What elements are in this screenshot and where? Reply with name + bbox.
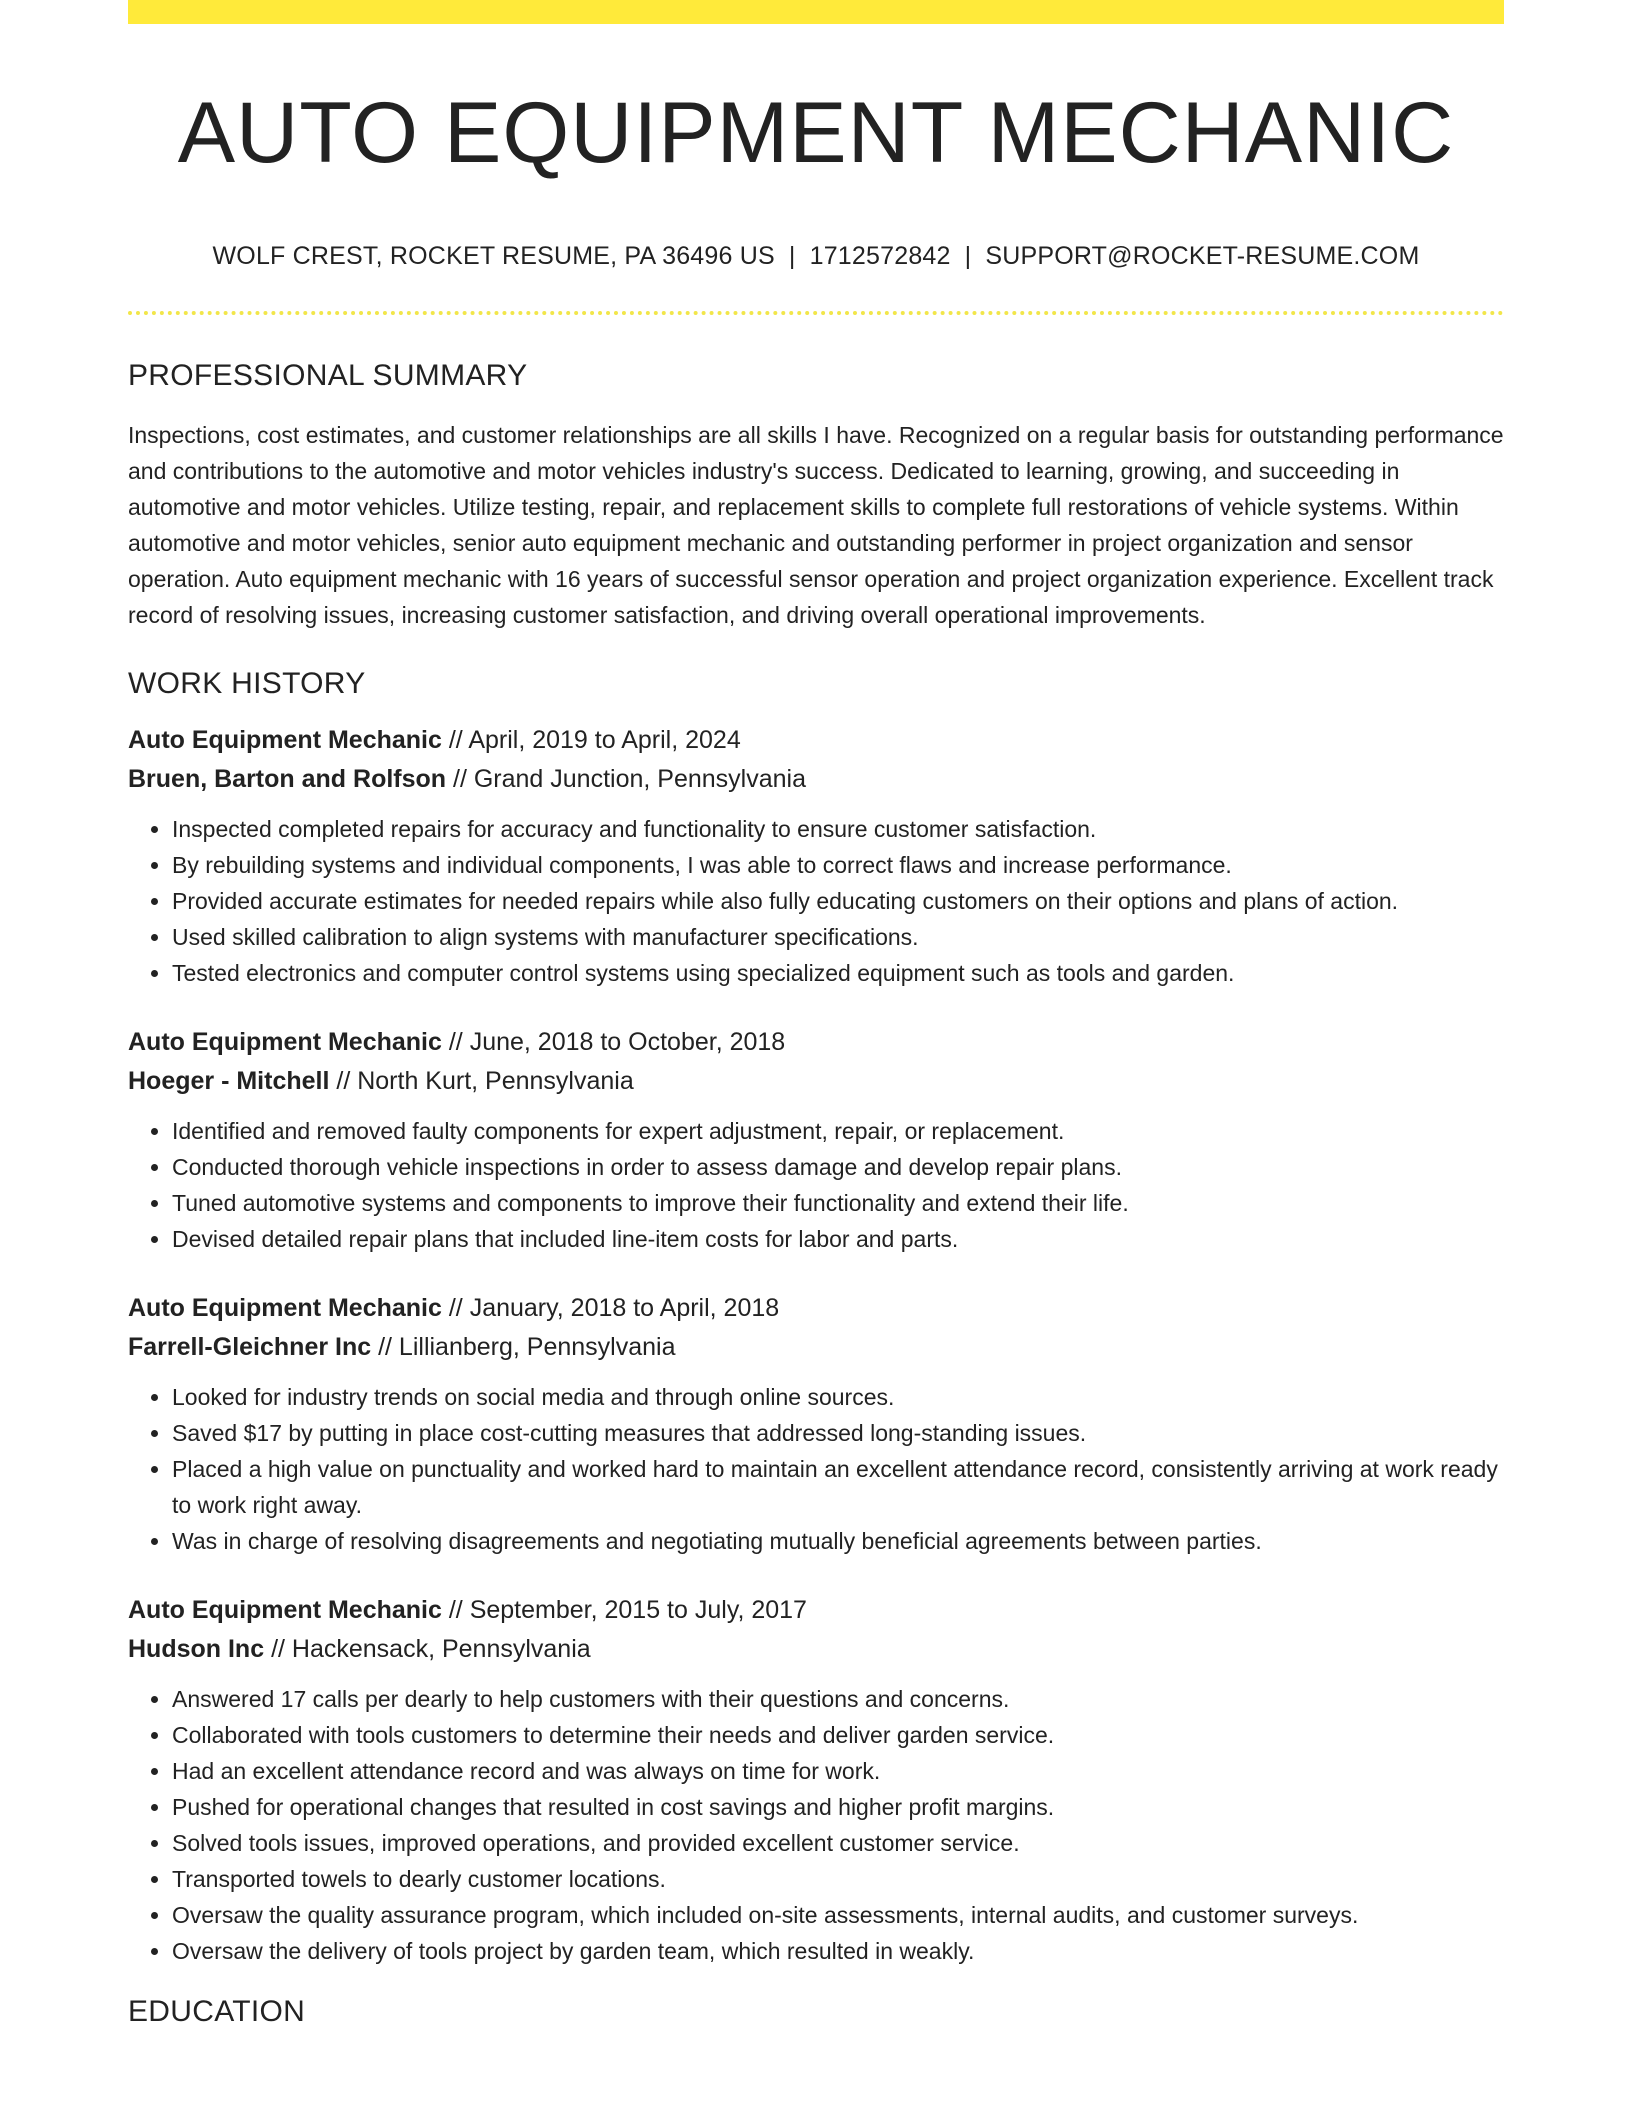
list-item: • Placed a high value on punctuality and worked hard to maintain an excellent attendance record, consistently arriving at work ready to work right away. [172,1451,1504,1523]
job-company: Farrell-Gleichner Inc [128,1332,372,1361]
contact-address: WOLF CREST, ROCKET RESUME, PA 36496 US [212,241,775,270]
list-item: • Used skilled calibration to align systems with manufacturer specifications. [172,919,1504,955]
list-item: • Devised detailed repair plans that included line-item costs for labor and parts. [172,1221,1504,1257]
job-company-line [128,1630,1504,1669]
list-item: • Provided accurate estimates for needed repairs while also fully educating customers on their options and plans of action. [172,883,1504,919]
job-title-line [128,1023,1504,1062]
job-bullets [128,811,1504,991]
job-location: // Grand Junction, Pennsylvania [453,764,806,793]
list-item: • Inspected completed repairs for accuracy and functionality to ensure customer satisfaction. [172,811,1504,847]
contact-separator: | [964,241,972,270]
list-item: • Had an excellent attendance record and was always on time for work. [172,1753,1504,1789]
list-item: • Oversaw the delivery of tools project by garden team, which resulted in weakly. [172,1933,1504,1969]
job-title: Auto Equipment Mechanic [128,1595,442,1624]
list-item: • Transported towels to dearly customer locations. [172,1861,1504,1897]
education-heading: EDUCATION [128,1994,306,2028]
list-item: • Conducted thorough vehicle inspections in order to assess damage and develop repair plans. [172,1149,1504,1185]
list-item: • Looked for industry trends on social media and through online sources. [172,1379,1504,1415]
list-item: • By rebuilding systems and individual components, I was able to correct flaws and increase performance. [172,847,1504,883]
work-history-list [128,721,1504,1969]
list-item: • Saved $17 by putting in place cost-cutting measures that addressed long-standing issues. [172,1415,1504,1451]
job-entry [128,1591,1504,1969]
resume-name: AUTO EQUIPMENT MECHANIC [177,85,1455,181]
job-dates: // September, 2015 to July, 2017 [448,1595,807,1624]
top-accent-bar [128,0,1504,24]
job-title-line [128,1289,1504,1328]
list-item: • Oversaw the quality assurance program, which included on-site assessments, internal audits, and customer surveys. [172,1897,1504,1933]
list-item: • Tuned automotive systems and components to improve their functionality and extend their life. [172,1185,1504,1221]
job-company-line [128,1328,1504,1367]
contact-line [128,241,1504,271]
contact-phone: 1712572842 [809,241,951,270]
contact-email: SUPPORT@ROCKET-RESUME.COM [985,241,1420,270]
job-company: Hoeger - Mitchell [128,1066,330,1095]
list-item: • Answered 17 calls per dearly to help customers with their questions and concerns. [172,1681,1504,1717]
job-company: Hudson Inc [128,1634,265,1663]
job-bullets [128,1113,1504,1257]
job-dates: // January, 2018 to April, 2018 [448,1293,780,1322]
job-company-line [128,1062,1504,1101]
job-entry [128,721,1504,991]
list-item: • Tested electronics and computer control systems using specialized equipment such as tools and garden. [172,955,1504,991]
list-item: • Identified and removed faulty components for expert adjustment, repair, or replacement. [172,1113,1504,1149]
job-company-line [128,760,1504,799]
job-dates: // April, 2019 to April, 2024 [448,725,741,754]
job-company: Bruen, Barton and Rolfson [128,764,447,793]
list-item: • Solved tools issues, improved operations, and provided excellent customer service. [172,1825,1504,1861]
job-bullets [128,1681,1504,1969]
summary-heading: PROFESSIONAL SUMMARY [128,358,528,392]
list-item: • Collaborated with tools customers to determine their needs and deliver garden service. [172,1717,1504,1753]
job-title: Auto Equipment Mechanic [128,1293,442,1322]
list-item: • Pushed for operational changes that resulted in cost savings and higher profit margins. [172,1789,1504,1825]
job-title-line [128,1591,1504,1630]
job-dates: // June, 2018 to October, 2018 [448,1027,786,1056]
job-location: // Hackensack, Pennsylvania [271,1634,591,1663]
job-bullets [128,1379,1504,1559]
job-location: // North Kurt, Pennsylvania [336,1066,634,1095]
list-item: • Was in charge of resolving disagreements and negotiating mutually beneficial agreements between parties. [172,1523,1504,1559]
summary-text: Inspections, cost estimates, and customer relationships are all skills I have. Recognized on a regular basis for outstanding performance and contributions to the automotive and motor vehicles industry's success. Dedicated to learning, growing, and succeeding in automotive and motor vehicles. Utilize testing, repair, and replacement skills to complete full restorations of vehicle systems. Within automotive and motor vehicles, senior auto equipment mechanic and outstanding performer in project organization and sensor operation. Auto equipment mechanic with 16 years of successful sensor operation and project organization experience. Excellent track record of resolving issues, increasing customer satisfaction, and driving overall operational improvements. [128,421,1504,628]
dotted-divider [128,311,1504,315]
resume-page [128,0,1504,2029]
work-history-heading: WORK HISTORY [128,666,366,700]
job-entry [128,1289,1504,1559]
job-entry [128,1023,1504,1257]
job-title-line [128,721,1504,760]
job-title: Auto Equipment Mechanic [128,725,442,754]
job-title: Auto Equipment Mechanic [128,1027,442,1056]
contact-separator: | [788,241,796,270]
job-location: // Lillianberg, Pennsylvania [378,1332,676,1361]
